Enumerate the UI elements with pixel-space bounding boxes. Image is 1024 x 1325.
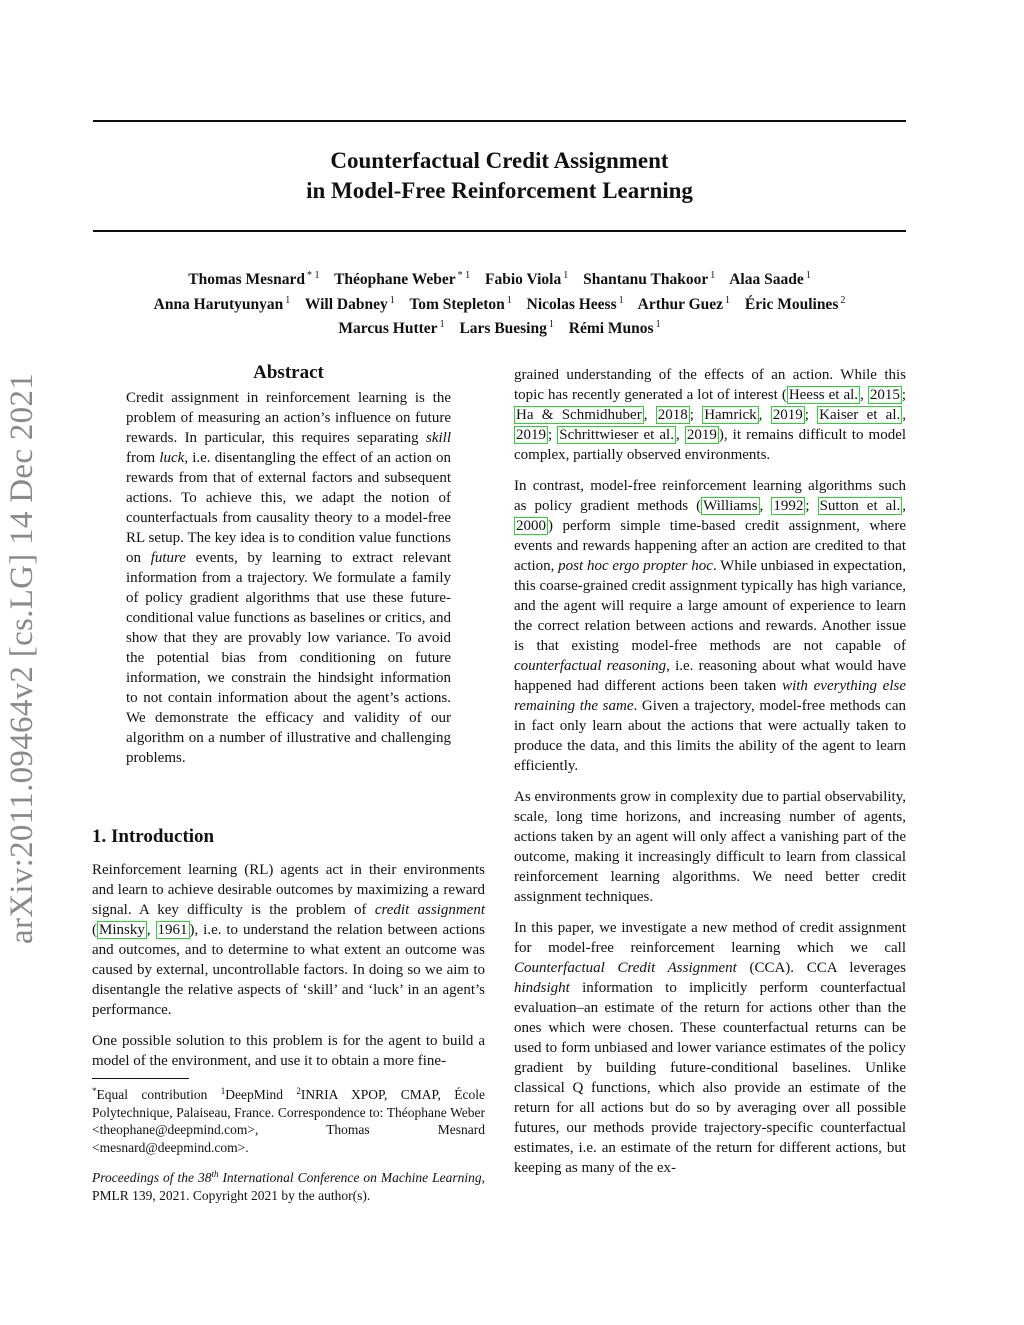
citation-link[interactable]: Williams	[703, 498, 758, 514]
author: Théophane Weber $^{* 1}$	[334, 270, 471, 288]
author: Will Dabney $^1$	[304, 294, 395, 313]
author: Thomas Mesnard $^{* 1}$	[188, 270, 320, 288]
title-line-2: in Model-Free Reinforcement Learning	[306, 178, 693, 203]
citation-link[interactable]: 2018	[657, 407, 688, 423]
paragraph: In contrast, model-free reinforcement learning algorithms such as policy gradient methods ( Williams , 1992 ; Sutton et al. , 2000 ) perform simple time-based credit assignment, where events and rewards happening after an action are credited to that action, post hoc ergo propter hoc. While unbiased in expectation, this coarse-grained credit assignment typically has high variance, and the agent will require a large amount of experience to learn the correct relation between actions and rewards. Another issue is that existing model-free methods are not capable of counterfactual reasoning, i.e. reasoning about what would have happened had different actions been taken with everything else remaining the same. Given a trajectory, model-free methods can in fact only learn about the actions that were actually taken to produce the data, and this limits the ability of the agent to learn efficiently.	[514, 478, 907, 774]
citation-link[interactable]: Kaiser et al.	[819, 407, 901, 423]
citation-link[interactable]: 2019	[686, 427, 717, 443]
citation-link[interactable]: 2015	[869, 387, 900, 403]
author: Fabio Viola $^1$	[485, 270, 569, 288]
citation-link[interactable]: 2019	[772, 407, 803, 423]
citation-link[interactable]: 2019	[516, 427, 546, 443]
abstract-heading: Abstract	[253, 362, 324, 383]
citation-link[interactable]: Hamrick	[704, 407, 757, 423]
author: Anna Harutyunyan $^1$	[153, 294, 291, 313]
author-list	[93, 266, 906, 340]
citation-link[interactable]: 1961	[157, 922, 188, 938]
paragraph: One possible solution to this problem is for the agent to build a model of the environment, and use it to obtain a more fine-	[92, 1033, 485, 1069]
author: Éric Moulines $^2$	[744, 294, 846, 313]
proceedings-note: Proceedings of the 38th International Conference on Machine Learning, PMLR 139, 2021. Copyright 2021 by the author(s).	[92, 1169, 485, 1203]
title-bottom-rule	[93, 230, 906, 232]
author: Arthur Guez $^1$	[637, 294, 731, 313]
section-heading-introduction: 1. Introduction	[92, 826, 215, 847]
citation-link[interactable]: Sutton et al.	[819, 498, 901, 514]
author: Marcus Hutter $^1$	[338, 319, 445, 337]
paragraph: As environments grow in complexity due to partial observability, scale, long time horizons, and increasing number of agents, actions taken by an agent will only affect a vanishing part of the outcome, making it increasingly difficult to learn from classical reinforcement learning algorithms. We need better credit assignment techniques.	[514, 789, 906, 905]
arxiv-identifier: arXiv:2011.09464v2 [cs.LG] 14 Dec 2021	[4, 372, 40, 944]
right-column-body	[514, 365, 906, 1189]
author: Tom Stepleton $^1$	[409, 294, 512, 313]
footnote-rule	[92, 1078, 189, 1079]
citation-link[interactable]: Schrittwieser et al.	[559, 427, 674, 443]
paragraph: Reinforcement learning (RL) agents act in their environments and learn to achieve desirable outcomes by maximizing a reward signal. A key difficulty is the problem of credit assignment ( Minsky , 1961 ), i.e. to understand the relation between actions and outcomes, and to determine to what extent an outcome was caused by external, uncontrollable factors. In doing so we aim to disentangle the relative aspects of ‘skill’ and ‘luck’ in an agent’s performance.	[92, 862, 485, 1018]
left-column-body	[92, 860, 485, 1082]
citation-link[interactable]: 1992	[773, 498, 804, 514]
author: Rémi Munos $^1$	[568, 319, 661, 337]
citation-link[interactable]: 2000	[516, 518, 546, 534]
author: Shantanu Thakoor $^1$	[583, 270, 716, 288]
paragraph: grained understanding of the effects of an action. While this topic has recently generated a lot of interest ( Heess et al. , 2015 ; Ha & Schmidhuber , 2018 ; Hamrick , 2019 ; Kaiser et al. , 2019 ; Schrittwieser et al. , 2019 ), it remains difficult to model complex, partially observed environments.	[514, 367, 907, 463]
citation-link[interactable]: Ha & Schmidhuber	[516, 407, 642, 423]
citation-link[interactable]: Minsky	[99, 922, 145, 938]
paragraph: In this paper, we investigate a new method of credit assignment for model-free reinforcement learning which we call Counterfactual Credit Assignment (CCA). CCA leverages hindsight information to implicitly perform counterfactual evaluation–an estimate of the return for actions other than the ones which were chosen. These counterfactual returns can be used to form unbiased and lower variance estimates of the policy gradient by building future-conditional baselines. Unlike classical Q functions, which also provide an estimate of the return for all actions but do so by averaging over all possible futures, our methods provide trajectory-specific counterfactual estimates, i.e. an estimate of the return for different actions, but keeping as many of the ex-	[514, 920, 906, 1176]
top-rule	[93, 120, 906, 122]
paper-title	[93, 146, 906, 206]
title-line-1: Counterfactual Credit Assignment	[330, 148, 669, 173]
footnote-affiliations: *Equal contribution $^1$DeepMind $^2$INRIA XPOP, CMAP, École Polytechnique, Palaiseau, France. Correspondence to: Théophane Weber <theophane@deepmind.com>, Thomas Mesnard <mesnard@deepmind.com>.	[92, 1086, 485, 1155]
author: Alaa Saade $^1$	[729, 270, 811, 288]
abstract-body: Credit assignment in reinforcement learning is the problem of measuring an action’s influence on future rewards. In particular, this requires separating skill from luck, i.e. disentangling the effect of an action on rewards from that of external factors and subsequent actions. To achieve this, we adapt the notion of counterfactuals from causality theory to a model-free RL setup. The key idea is to condition value functions on future events, by learning to extract relevant information from a trajectory. We formulate a family of policy gradient algorithms that use these future-conditional value functions as baselines or critics, and show that they are provably low variance. To avoid the potential bias from conditioning on future information, we constrain the hindsight information to not contain information about the agent’s actions. We demonstrate the efficacy and validity of our algorithm on a number of illustrative and challenging problems.	[126, 390, 452, 766]
author: Lars Buesing $^1$	[459, 319, 554, 337]
citation-link[interactable]: Heess et al.	[788, 387, 859, 403]
author: Nicolas Heess $^1$	[526, 294, 624, 313]
